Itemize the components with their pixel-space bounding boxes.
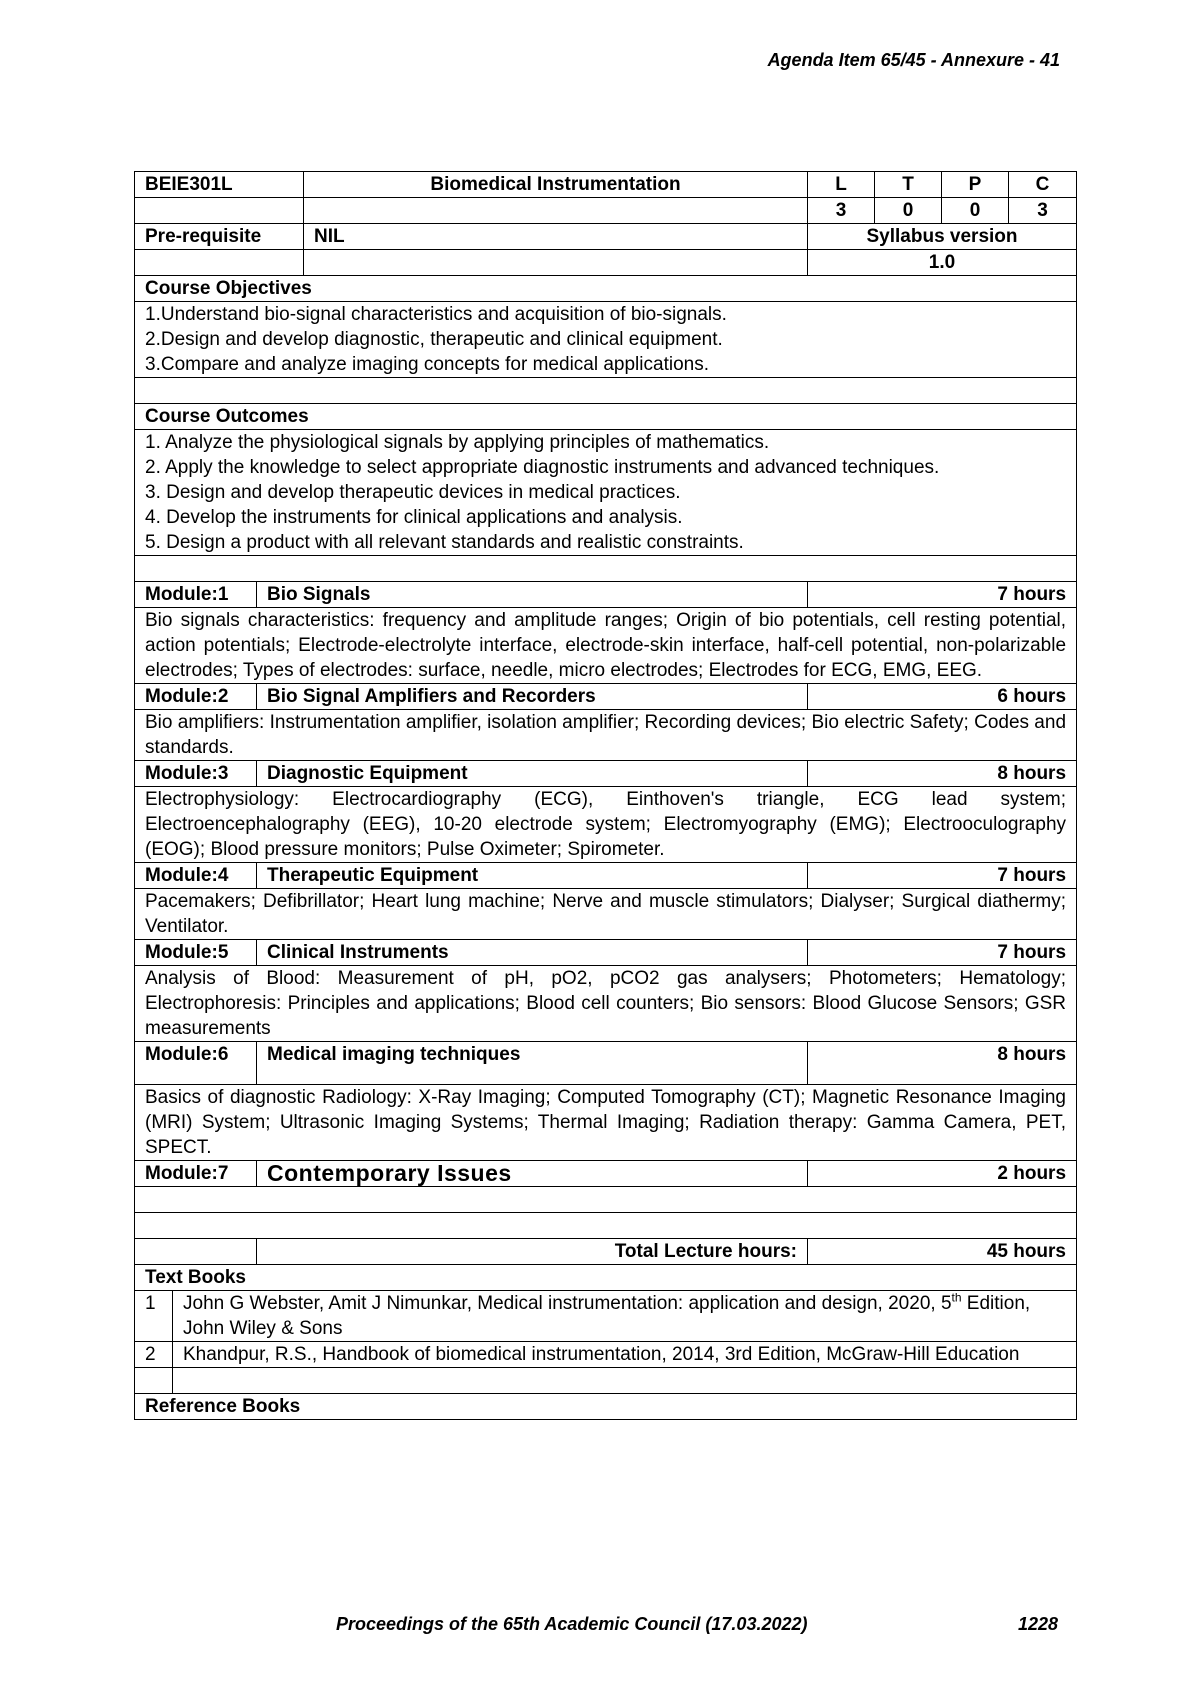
textbook-number: 2 xyxy=(135,1342,173,1368)
footer-proceedings: Proceedings of the 65th Academic Council (17.03.2022) xyxy=(336,1614,808,1634)
textbook-entry: John G Webster, Amit J Nimunkar, Medical instrumentation: application and design, 2020, 5th Edition, John Wiley & Sons xyxy=(173,1291,1077,1342)
module-content: Electrophysiology: Electrocardiography (ECG), Einthoven's triangle, ECG lead system; Electroencephalography (EEG), 10-20 electrode system; Electromyography (EMG); Electrooculography (EOG); Blood pressure monitors; Pulse Oximeter; Spirometer. xyxy=(135,787,1077,863)
module-name: Diagnostic Equipment xyxy=(257,761,808,787)
module-hours: 8 hours xyxy=(808,761,1077,787)
outcomes-list xyxy=(135,430,1077,556)
syllabus-version-value: 1.0 xyxy=(808,250,1077,276)
prereq-value: NIL xyxy=(304,224,808,250)
module-name: Therapeutic Equipment xyxy=(257,863,808,889)
module-hours: 2 hours xyxy=(808,1161,1077,1187)
ltpc-value-c: 3 xyxy=(1009,198,1077,224)
module-hours: 7 hours xyxy=(808,940,1077,966)
textbooks-title: Text Books xyxy=(135,1265,1077,1291)
module-hours: 6 hours xyxy=(808,684,1077,710)
module-name: Bio Signal Amplifiers and Recorders xyxy=(257,684,808,710)
module-name: Contemporary Issues xyxy=(257,1161,808,1187)
syllabus-version-label: Syllabus version xyxy=(808,224,1077,250)
module-label: Module:4 xyxy=(135,863,257,889)
ltpc-label-p: P xyxy=(942,172,1009,198)
module-label: Module:3 xyxy=(135,761,257,787)
module-name: Clinical Instruments xyxy=(257,940,808,966)
textbook-entry: Khandpur, R.S., Handbook of biomedical instrumentation, 2014, 3rd Edition, McGraw-Hill Education xyxy=(173,1342,1077,1368)
ltpc-label-t: T xyxy=(875,172,942,198)
syllabus-table xyxy=(134,171,1077,1420)
textbook-number: 1 xyxy=(135,1291,173,1342)
module-name: Medical imaging techniques xyxy=(257,1042,808,1085)
module-label: Module:2 xyxy=(135,684,257,710)
outcome-item: 3. Design and develop therapeutic devices in medical practices. xyxy=(145,482,681,503)
page-number: 1228 xyxy=(1017,1614,1058,1634)
objective-item: 3.Compare and analyze imaging concepts for medical applications. xyxy=(145,354,709,375)
course-title: Biomedical Instrumentation xyxy=(304,172,808,198)
outcome-item: 5. Design a product with all relevant standards and realistic constraints. xyxy=(145,532,744,553)
objectives-title: Course Objectives xyxy=(135,276,1077,302)
module-header-row xyxy=(135,1161,1077,1187)
ltpc-value-l: 3 xyxy=(808,198,875,224)
outcome-item: 4. Develop the instruments for clinical applications and analysis. xyxy=(145,507,683,528)
ltpc-value-p: 0 xyxy=(942,198,1009,224)
total-hours-value: 45 hours xyxy=(808,1239,1077,1265)
module-header-row xyxy=(135,1042,1077,1085)
module-content: Bio signals characteristics: frequency and amplitude ranges; Origin of bio potentials, cell resting potential, action potentials; Electrode-electrolyte interface, electrode-skin interface, half-cell potential, non-polarizable electrodes; Types of electrodes: surface, needle, micro electrodes; Electrodes for ECG, EMG, EEG. xyxy=(135,608,1077,684)
total-hours-row xyxy=(135,1239,1077,1265)
outcome-item: 2. Apply the knowledge to select appropriate diagnostic instruments and advanced techniques. xyxy=(145,457,940,478)
ltpc-label-c: C xyxy=(1009,172,1077,198)
total-hours-label: Total Lecture hours: xyxy=(257,1239,808,1265)
module-header-row xyxy=(135,761,1077,787)
module-header-row xyxy=(135,863,1077,889)
page-header: Agenda Item 65/45 - Annexure - 41 xyxy=(767,50,1060,70)
module-hours: 7 hours xyxy=(808,863,1077,889)
prereq-row xyxy=(135,224,1077,250)
module-content: Pacemakers; Defibrillator; Heart lung machine; Nerve and muscle stimulators; Dialyser; Surgical diathermy; Ventilator. xyxy=(135,889,1077,940)
module-header-row xyxy=(135,940,1077,966)
outcomes-title: Course Outcomes xyxy=(135,404,1077,430)
course-code: BEIE301L xyxy=(135,172,304,198)
module-label: Module:1 xyxy=(135,582,257,608)
syllabus-version-row xyxy=(135,250,1077,276)
ltpc-label-l: L xyxy=(808,172,875,198)
module-hours: 8 hours xyxy=(808,1042,1077,1085)
textbook-row xyxy=(135,1291,1077,1342)
ltpc-values-row xyxy=(135,198,1077,224)
course-header-row xyxy=(135,172,1077,198)
prereq-label: Pre-requisite xyxy=(135,224,304,250)
objective-item: 2.Design and develop diagnostic, therapeutic and clinical equipment. xyxy=(145,329,723,350)
objective-item: 1.Understand bio-signal characteristics and acquisition of bio-signals. xyxy=(145,304,727,325)
module-content: Basics of diagnostic Radiology: X-Ray Imaging; Computed Tomography (CT); Magnetic Resonance Imaging (MRI) System; Ultrasonic Imaging Systems; Thermal Imaging; Radiation therapy: Gamma Camera, PET, SPECT. xyxy=(135,1085,1077,1161)
module-header-row xyxy=(135,684,1077,710)
module-header-row xyxy=(135,582,1077,608)
module-content: Bio amplifiers: Instrumentation amplifier, isolation amplifier; Recording devices; Bio electric Safety; Codes and standards. xyxy=(135,710,1077,761)
outcome-item: 1. Analyze the physiological signals by applying principles of mathematics. xyxy=(145,432,770,453)
objectives-list xyxy=(135,302,1077,378)
module-name: Bio Signals xyxy=(257,582,808,608)
module-label: Module:7 xyxy=(135,1161,257,1187)
reference-books-title: Reference Books xyxy=(135,1394,1077,1420)
module-label: Module:6 xyxy=(135,1042,257,1085)
module-label: Module:5 xyxy=(135,940,257,966)
module-hours: 7 hours xyxy=(808,582,1077,608)
module-content: Analysis of Blood: Measurement of pH, pO2, pCO2 gas analysers; Photometers; Hematology; Electrophoresis: Principles and applications; Blood cell counters; Bio sensors: Blood Glucose Sensors; GSR measurements xyxy=(135,966,1077,1042)
textbook-row xyxy=(135,1342,1077,1368)
ltpc-value-t: 0 xyxy=(875,198,942,224)
